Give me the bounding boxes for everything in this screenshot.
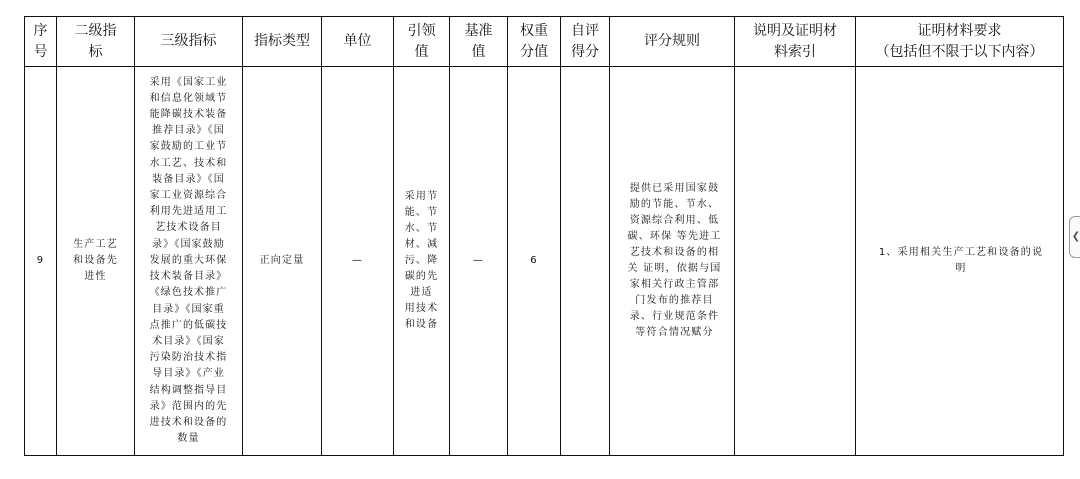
header-index: 说明及证明材 料索引 — [735, 17, 856, 67]
header-type: 指标类型 — [243, 17, 322, 67]
header-unit: 单位 — [322, 17, 394, 67]
cell-base[interactable]: — — [450, 67, 508, 456]
header-rule: 评分规则 — [610, 17, 735, 67]
cell-requirement[interactable]: 1、采用相关生产工艺和设备的说 明 — [856, 67, 1064, 456]
cell-lead[interactable]: 采用节 能、节 水、节 材、减 污、降 碳的先 进适 用技术 和设备 — [394, 67, 450, 456]
header-seq: 序 号 — [25, 17, 57, 67]
cell-level2[interactable]: 生产工艺 和设备先 进性 — [57, 67, 135, 456]
cell-weight[interactable]: 6 — [508, 67, 561, 456]
header-requirement: 证明材料要求 （包括但不限于以下内容） — [856, 17, 1064, 67]
header-base: 基准 值 — [450, 17, 508, 67]
cell-unit[interactable]: — — [322, 67, 394, 456]
chevron-left-icon: ❮ — [1071, 231, 1080, 242]
cell-type[interactable]: 正向定量 — [243, 67, 322, 456]
header-lead: 引领 值 — [394, 17, 450, 67]
header-level2: 二级指 标 — [57, 17, 135, 67]
header-weight: 权重 分值 — [508, 17, 561, 67]
cell-self-score[interactable] — [561, 67, 610, 456]
header-self-score: 自评 得分 — [561, 17, 610, 67]
table-row — [25, 67, 1064, 456]
indicator-table — [24, 16, 1064, 456]
cell-rule[interactable]: 提供已采用国家鼓 励的节能、节水、 资源综合利用、低 碳、环保 等先进工 艺技术和设备的相 关 证明，依据与国 家相关行政主管部 门发布的推荐目 录、行业规范条件 等符合情况赋分 — [610, 67, 735, 456]
header-row — [25, 17, 1064, 67]
side-collapse-tab[interactable] — [1069, 216, 1080, 258]
cell-no[interactable]: 9 — [25, 67, 57, 456]
cell-index[interactable] — [735, 67, 856, 456]
header-level3: 三级指标 — [135, 17, 243, 67]
cell-level3[interactable]: 采用《国家工业 和信息化领域节 能降碳技术装备 推荐目录》《国 家鼓励的工业节 水工艺、技术和 装备目录》《国 家工业资源综合 利用先进适用工 艺技术设备目 录》《国家鼓励 发展的重大环保 技术装备目录》 《绿色技术推广 目录》《国家重 点推广的低碳技 术目录》《国家 污染防治技术指 导目录》《产业 结构调整指导目 录》范围内的先 进技术和设备的 数量 — [135, 67, 243, 456]
